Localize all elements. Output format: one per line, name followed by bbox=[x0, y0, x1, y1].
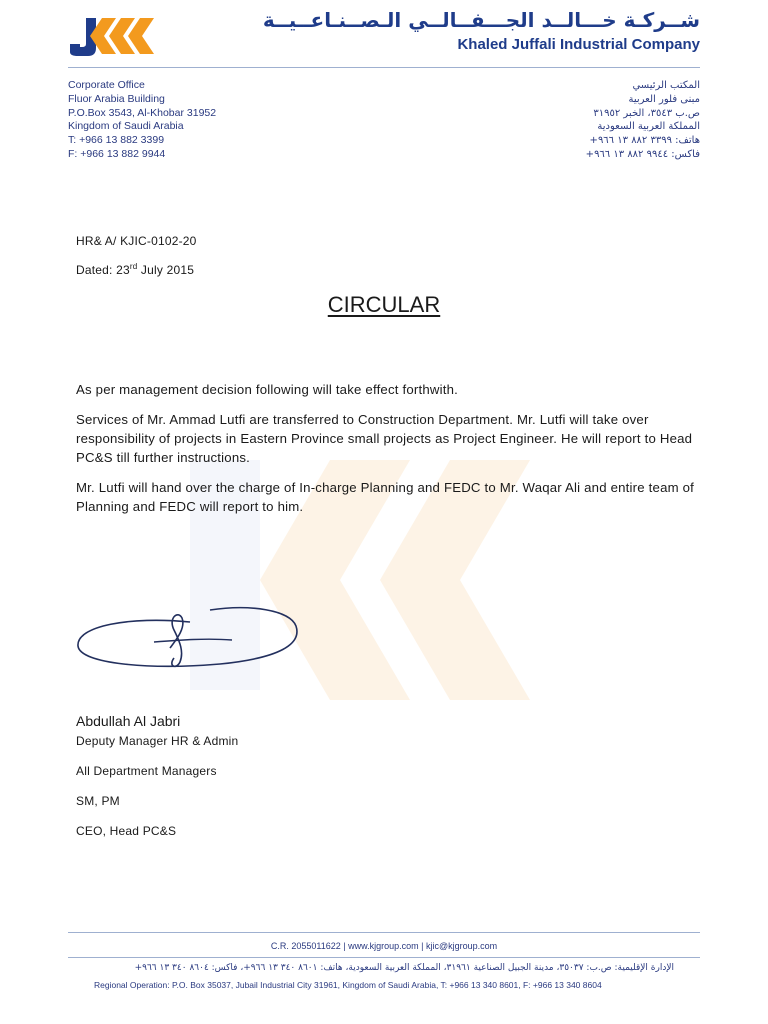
company-logo bbox=[66, 14, 166, 58]
date-prefix: Dated: 23 bbox=[76, 263, 130, 277]
signer-name: Abdullah Al Jabri bbox=[76, 713, 181, 729]
date-ordinal: rd bbox=[129, 262, 138, 271]
handwritten-signature bbox=[70, 596, 306, 680]
letter-heading: CIRCULAR bbox=[327, 292, 441, 317]
address-line: Fluor Arabia Building bbox=[68, 92, 165, 105]
phone-line: T: +966 13 882 3399 bbox=[68, 134, 165, 147]
address-arabic bbox=[586, 79, 700, 162]
header-divider bbox=[68, 67, 700, 68]
footer-regional-english: Regional Operation: P.O. Box 35037, Jubail Industrial City 31961, Kingdom of Saudi Arabia, T: +966 13 340 8601, F: +966 13 340 8604 bbox=[94, 980, 602, 990]
recipient-item: SM, PM bbox=[76, 794, 120, 808]
footer-regional-arabic: الإدارة الإقليمية: ص.ب: ٣٥٠٣٧، مدينة الجبيل الصناعية ٣١٩٦١، المملكة العربية السعودية، هاتف: ٨٦٠١ ٣٤٠ ١٣ ٩٦٦+، فاكس: ٨٦٠٤ ٣٤٠ ١٣ ٩٦٦+ bbox=[134, 963, 674, 973]
recipient-item: All Department Managers bbox=[76, 764, 217, 778]
letter-body bbox=[76, 380, 706, 527]
body-paragraph: Mr. Lutfi will hand over the charge of In-charge Planning and FEDC to Mr. Waqar Ali and entire team of Planning and FEDC will report to him. bbox=[76, 480, 695, 514]
address-line-ar: مبنى فلور العربية bbox=[628, 93, 700, 105]
recipients-list bbox=[76, 764, 217, 854]
footer-divider-top bbox=[68, 932, 700, 933]
body-paragraph: Services of Mr. Ammad Lutfi are transferred to Construction Department. Mr. Lutfi will take over responsibility of projects in Eastern Province small projects as Project Engineer. He will report to Head PC&S till further instructions. bbox=[76, 412, 693, 465]
address-line: Kingdom of Saudi Arabia bbox=[68, 120, 184, 133]
address-line-ar: المملكة العربية السعودية bbox=[597, 121, 700, 133]
address-english bbox=[68, 79, 216, 162]
signer-title: Deputy Manager HR & Admin bbox=[76, 734, 239, 748]
letter-date bbox=[76, 262, 194, 277]
address-line-ar: المكتب الرئيسي bbox=[632, 80, 700, 91]
footer-divider bbox=[68, 957, 700, 958]
recipient-item: CEO, Head PC&S bbox=[76, 824, 177, 838]
fax-line: F: +966 13 882 9944 bbox=[68, 147, 166, 160]
footer-contact: C.R. 2055011622 | www.kjgroup.com | kjic@kjgroup.com bbox=[270, 941, 498, 951]
address-line: P.O.Box 3543, Al-Khobar 31952 bbox=[68, 106, 217, 119]
company-name-english: Khaled Juffali Industrial Company bbox=[457, 36, 700, 53]
address-line-ar: ص.ب ٣٥٤٣، الخبر ٣١٩٥٢ bbox=[593, 107, 700, 119]
body-paragraph: As per management decision following will take effect forthwith. bbox=[76, 382, 458, 397]
company-name-arabic: شــركـة خـــالــد الجـــفــالــي الـصــنـاعــيــة bbox=[262, 8, 700, 32]
reference-number: HR& A/ KJIC-0102-20 bbox=[76, 234, 197, 248]
phone-line-ar: هاتف: ٣٣٩٩ ٨٨٢ ١٣ ٩٦٦+ bbox=[589, 135, 700, 147]
fax-line-ar: فاكس: ٩٩٤٤ ٨٨٢ ١٣ ٩٦٦+ bbox=[585, 148, 700, 160]
date-suffix: July 2015 bbox=[137, 263, 195, 277]
address-line: Corporate Office bbox=[68, 79, 145, 91]
